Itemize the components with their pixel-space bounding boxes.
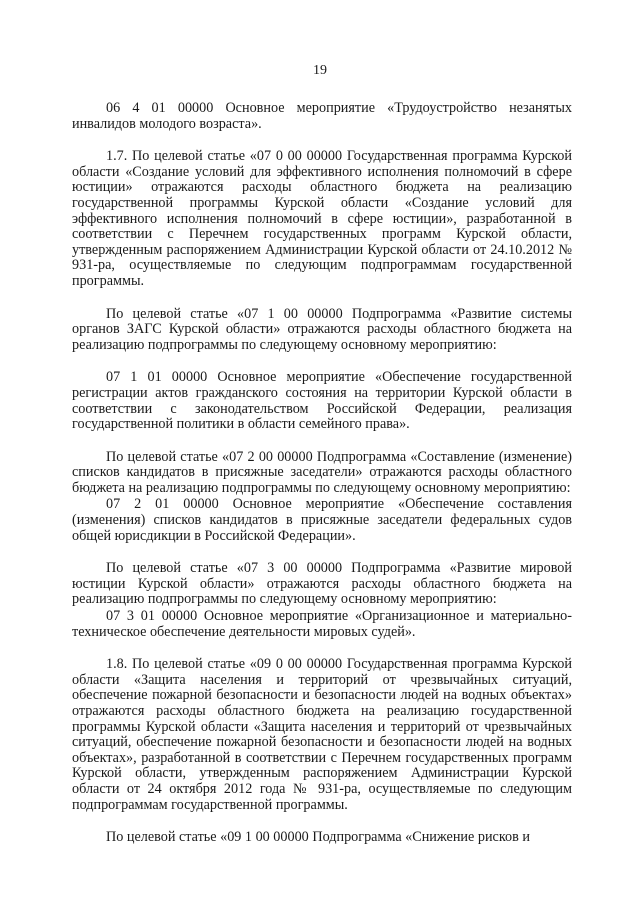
paragraph-activity-07-2-01: 07 2 01 00000 Основное мероприятие «Обеспечение составления (изменения) списков кандидатов в присяжные заседатели федеральных судов общей юрисдикции в Российской Федерации». xyxy=(72,496,572,544)
document-body xyxy=(72,101,572,846)
paragraph-activity-07-1-01: 07 1 01 00000 Основное мероприятие «Обеспечение государственной регистрации актов гражданского состояния на территории Курской области в соответствии с законодательством Российской Федерации, реализация государственной политики в области семейного права». xyxy=(72,369,572,433)
paragraph-subprogram-07-2: По целевой статье «07 2 00 00000 Подпрограмма «Составление (изменение) списков кандидатов в присяжные заседатели» отражаются расходы областного бюджета на реализацию подпрограммы по следующему основному мероприятию: xyxy=(72,448,572,496)
paragraph-subprogram-07-1: По целевой статье «07 1 00 00000 Подпрограмма «Развитие системы органов ЗАГС Курской области» отражаются расходы областного бюджета на реализацию подпрограммы по следующему основному мероприятию: xyxy=(72,305,572,353)
paragraph-section-1-7: 1.7. По целевой статье «07 0 00 00000 Государственная программа Курской области «Создание условий для эффективного исполнения полномочий в сфере юстиции» отражаются расходы областного бюджета на реализацию государственной программы Курской области «Создание условий для эффективного исполнения полномочий в сфере юстиции», разработанной в соответствии с Перечнем государственных программ Курской области, утвержденным распоряжением Администрации Курской области от 24.10.2012 № 931-ра, осуществляемые по следующим подпрограммам государственной программы. xyxy=(72,148,572,289)
paragraph-subprogram-07-3: По целевой статье «07 3 00 00000 Подпрограмма «Развитие мировой юстиции Курской области» отражаются расходы областного бюджета на реализацию подпрограммы по следующему основному мероприятию: xyxy=(72,560,572,608)
paragraph-subprogram-09-1: По целевой статье «09 1 00 00000 Подпрограмма «Снижение рисков и xyxy=(106,829,530,846)
paragraph-activity-07-3-01: 07 3 01 00000 Основное мероприятие «Организационное и материально- техническое обеспечение деятельности мировых судей». xyxy=(72,608,572,640)
page-number: 19 xyxy=(313,63,327,78)
paragraph-section-1-8: 1.8. По целевой статье «09 0 00 00000 Государственная программа Курской области «Защита населения и территорий от чрезвычайных ситуаций, обеспечение пожарной безопасности и безопасности людей на водных объектах» отражаются расходы областного бюджета на реализацию государственной программы Курской области «Защита населения и территорий от чрезвычайных ситуаций, обеспечение пожарной безопасности и безопасности людей на водных объектах», разработанной в соответствии с Перечнем государственных программ Курской области, утвержденным распоряжением Администрации Курской области от 24 октября 2012 года № 931-ра, осуществляемые по следующим подпрограммам государственной программы. xyxy=(72,656,572,813)
paragraph-activity-06-4-01: 06 4 01 00000 Основное мероприятие «Трудоустройство незанятых инвалидов молодого возраста». xyxy=(72,100,572,132)
